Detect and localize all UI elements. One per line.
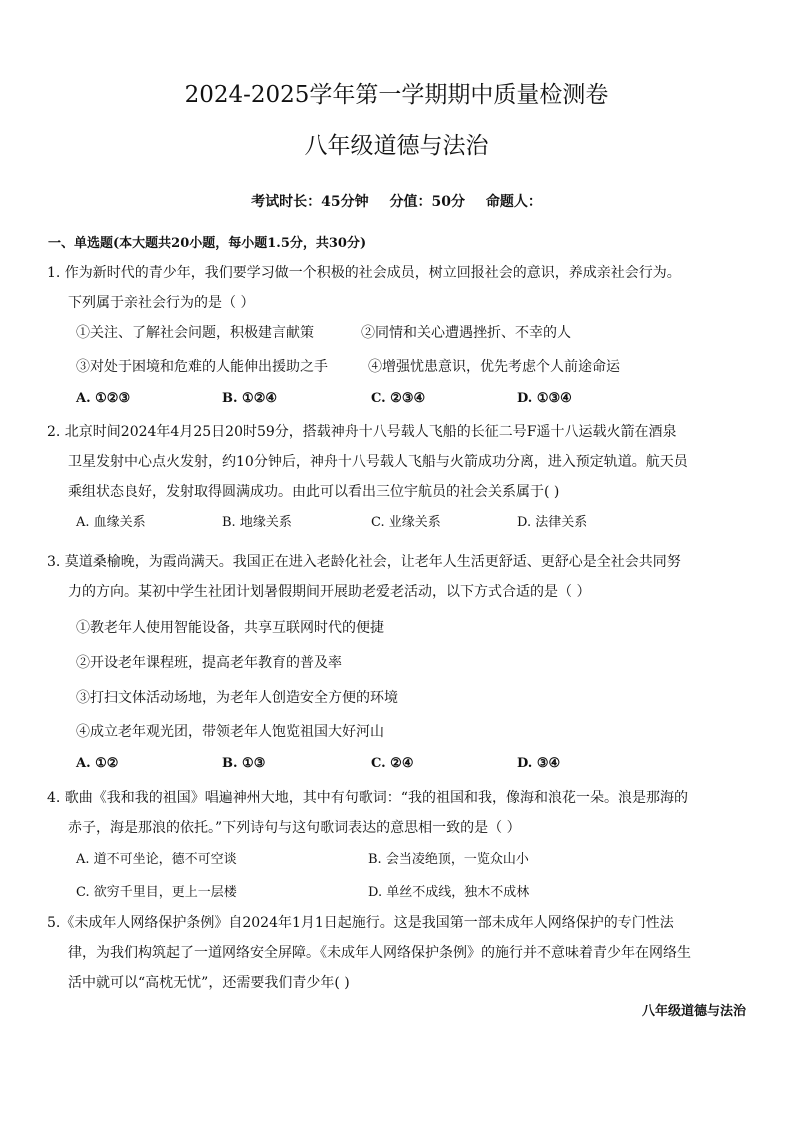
page-footer: 八年级道德与法治 [641,1004,746,1019]
question-1-statement-2: ②同情和关心遭遇挫折、不幸的人 [361,325,571,341]
question-2-option-d: D. 法律关系 [517,515,588,530]
question-4-option-d: D. 单丝不成线，独木不成林 [368,885,530,900]
question-2-option-b: B. 地缘关系 [222,515,292,530]
exam-score: 分值：50分 [389,194,465,210]
question-2-option-c: C. 业缘关系 [371,515,441,530]
question-2-option-a: A. 血缘关系 [76,515,146,530]
question-3-option-b: B. ①③ [222,756,266,771]
question-5-line-2: 律，为我们构筑起了一道网络安全屏障。《未成年人网络保护条例》的施行并不意味着青少年在网络生 [68,945,691,961]
question-1-statement-3: ③对处于困境和危难的人能伸出援助之手 [76,359,328,375]
question-4-option-c: C. 欲穷千里目，更上一层楼 [76,885,237,900]
exam-time: 考试时长：45分钟 [251,194,369,210]
question-1-option-c: C. ②③④ [371,391,426,406]
question-3-option-a: A. ①② [76,756,119,771]
question-3-line-1: 3. 莫道桑榆晚，为霞尚满天。我国正在进入老龄化社会，让老年人生活更舒适、更舒心是全社会共同努 [47,554,681,570]
question-1-option-d: D. ①③④ [517,391,572,406]
question-3-option-d: D. ③④ [517,756,561,771]
exam-subject: 八年级道德与法治 [304,133,489,159]
question-2-line-1: 2. 北京时间2024年4月25日20时59分，搭载神舟十八号载人飞船的长征二号F遥十八运载火箭在酒泉 [47,424,677,440]
question-3-statement-1: ①教老年人使用智能设备，共享互联网时代的便捷 [76,620,384,636]
question-4-option-b: B. 会当凌绝顶，一览众山小 [368,852,529,867]
question-3-option-c: C. ②④ [371,756,414,771]
question-1-option-a: A. ①②③ [76,391,131,406]
question-1-statement-4: ④增强忧患意识，优先考虑个人前途命运 [368,359,620,375]
question-4-line-1: 4. 歌曲《我和我的祖国》唱遍神州大地，其中有句歌词：“我的祖国和我，像海和浪花一朵。浪是那海的 [47,790,688,806]
exam-title: 2024-2025学年第一学期期中质量检测卷 [184,82,609,108]
question-5-line-1: 5.《未成年人网络保护条例》自2024年1月1日起施行。这是我国第一部未成年人网络保护的专门性法 [47,915,674,931]
question-1-line-2: 下列属于亲社会行为的是（ ） [68,295,255,311]
question-1-option-b: B. ①②④ [222,391,278,406]
question-3-line-2: 力的方向。某初中学生社团计划暑假期间开展助老爱老活动，以下方式合适的是（ ） [68,584,591,600]
question-3-statement-3: ③打扫文体活动场地，为老年人创造安全方便的环境 [76,690,398,706]
question-4-option-a: A. 道不可坐论，德不可空谈 [76,852,237,867]
question-5-line-3: 活中就可以“高枕无忧”，还需要我们青少年( ) [68,975,350,991]
question-3-statement-4: ④成立老年观光团，带领老年人饱览祖国大好河山 [76,724,384,740]
question-2-line-3: 乘组状态良好，发射取得圆满成功。由此可以看出三位宇航员的社会关系属于( ) [68,484,560,500]
question-1-line-1: 1. 作为新时代的青少年，我们要学习做一个积极的社会成员，树立回报社会的意识，养成亲社会行为。 [47,265,681,281]
question-2-line-2: 卫星发射中心点火发射，约10分钟后，神舟十八号载人飞船与火箭成功分离，进入预定轨道。航天员 [68,454,688,470]
question-3-statement-2: ②开设老年课程班，提高老年教育的普及率 [76,655,342,671]
section-heading: 一、单选题(本大题共20小题，每小题1.5分，共30分) [48,236,367,251]
exam-meta [0,191,793,211]
question-1-statement-1: ①关注、了解社会问题，积极建言献策 [76,325,314,341]
question-4-line-2: 赤子，海是那浪的依托。”下列诗句与这句歌词表达的意思相一致的是（ ） [68,820,521,836]
exam-author: 命题人： [485,194,542,210]
